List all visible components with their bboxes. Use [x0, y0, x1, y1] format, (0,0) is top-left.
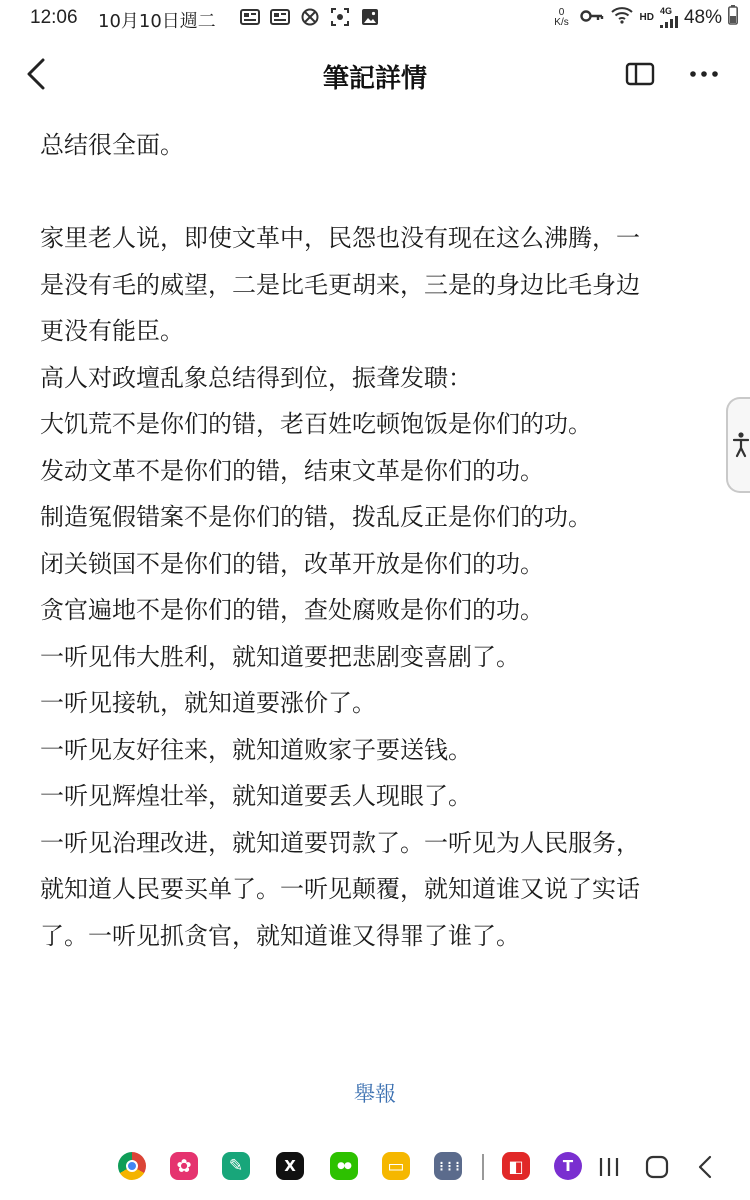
- note-line: 贪官遍地不是你们的错，查处腐败是你们的功。: [40, 596, 544, 624]
- flower-glyph: ✿: [176, 1155, 192, 1177]
- notification-icons: [240, 8, 380, 26]
- more-dots-icon: [689, 70, 719, 78]
- flip-glyph: ◧: [508, 1156, 524, 1176]
- vpn-key-icon: [580, 7, 604, 28]
- note-line: 是没有毛的威望，二是比毛更胡来，三是的身边比毛身边: [40, 270, 640, 299]
- note-line: 总结很全面。: [40, 131, 184, 159]
- note-line: 制造冤假错案不是你们的错，拨乱反正是你们的功。: [40, 503, 592, 531]
- grid-dots: ⋮⋮⋮: [436, 1159, 460, 1173]
- note-line: 更没有能臣。: [40, 317, 184, 345]
- note-blank-line: [40, 169, 710, 216]
- status-date: 10月10日週二: [98, 11, 216, 32]
- network-speed-value: 0: [558, 6, 565, 18]
- chrome-center: [126, 1160, 138, 1172]
- app-glyph: T: [562, 1157, 574, 1175]
- reader-mode-icon: [625, 62, 655, 86]
- page-title: 筆記詳情: [322, 64, 427, 94]
- hd-voice-label: HD: [639, 12, 654, 23]
- note-line: 高人对政壇乱象总结得到位，振聋发聩：: [40, 363, 472, 392]
- recent-apps-button[interactable]: [594, 1152, 624, 1182]
- network-type-label: 4G: [659, 6, 672, 16]
- network-speed: [550, 8, 574, 28]
- app-drawer-icon[interactable]: [434, 1152, 462, 1180]
- accessibility-icon: [733, 432, 749, 458]
- blocked-icon: [300, 8, 320, 26]
- more-options-button[interactable]: [682, 56, 726, 92]
- note-line: 一听见伟大胜利，就知道要把悲剧变喜剧了。: [40, 642, 520, 671]
- network-speed-unit: K/s: [554, 16, 569, 28]
- recents-icon: [598, 1156, 620, 1178]
- chrome-icon[interactable]: [118, 1152, 146, 1180]
- news-notification-icon: [270, 8, 290, 26]
- wifi-icon: [610, 6, 634, 29]
- screenshot-icon: [330, 8, 350, 26]
- taskbar: [0, 1142, 750, 1192]
- folder-glyph: ▭: [387, 1155, 405, 1177]
- status-time: 12:06: [30, 7, 78, 28]
- edit-app-icon[interactable]: [222, 1152, 250, 1180]
- flipboard-icon[interactable]: [502, 1152, 530, 1180]
- gallery-icon: [360, 8, 380, 26]
- system-status: [550, 5, 738, 30]
- chat-bubbles: ●●: [337, 1161, 351, 1171]
- note-line: 家里老人说，即使文革中，民怨也没有现在这么沸腾，一: [40, 224, 640, 252]
- files-icon[interactable]: [382, 1152, 410, 1180]
- title-bar: [0, 44, 750, 104]
- flower-app-icon[interactable]: [170, 1152, 198, 1180]
- battery-icon: [728, 5, 738, 30]
- x-app-icon[interactable]: [276, 1152, 304, 1180]
- signal-icon: [660, 7, 678, 28]
- battery-percent: 48%: [683, 6, 722, 28]
- note-line: 就知道人民要买单了。一听见颠覆，就知道谁又说了实话: [40, 875, 640, 903]
- pen-glyph: ✎: [228, 1156, 244, 1176]
- news-notification-icon: [240, 8, 260, 26]
- back-nav-icon: [697, 1155, 713, 1179]
- note-line: 发动文革不是你们的错，结束文革是你们的功。: [40, 456, 544, 485]
- note-line: 一听见接轨，就知道要涨价了。: [40, 689, 376, 717]
- back-nav-button[interactable]: [690, 1152, 720, 1182]
- app-glyph: X: [284, 1157, 296, 1175]
- taskbar-divider: [482, 1154, 484, 1180]
- home-icon: [645, 1155, 669, 1179]
- note-body: [40, 122, 710, 959]
- t-app-icon[interactable]: [554, 1152, 582, 1180]
- note-line: 大饥荒不是你们的错，老百姓吃顿饱饭是你们的功。: [40, 410, 592, 438]
- note-line: 一听见辉煌壮举，就知道要丢人现眼了。: [40, 782, 472, 810]
- wechat-icon[interactable]: [330, 1152, 358, 1180]
- status-bar: [0, 0, 750, 36]
- note-line: 了。一听见抓贪官，就知道谁又得罪了谁了。: [40, 921, 520, 950]
- note-line: 闭关锁国不是你们的错，改革开放是你们的功。: [40, 549, 544, 578]
- note-line: 一听见友好往来，就知道败家子要送钱。: [40, 735, 472, 764]
- home-button[interactable]: [642, 1152, 672, 1182]
- accessibility-tab[interactable]: [726, 397, 750, 493]
- report-link[interactable]: 舉報: [354, 1082, 396, 1106]
- reader-mode-button[interactable]: [620, 56, 660, 92]
- note-line: 一听见治理改进，就知道要罚款了。一听见为人民服务，: [40, 828, 640, 857]
